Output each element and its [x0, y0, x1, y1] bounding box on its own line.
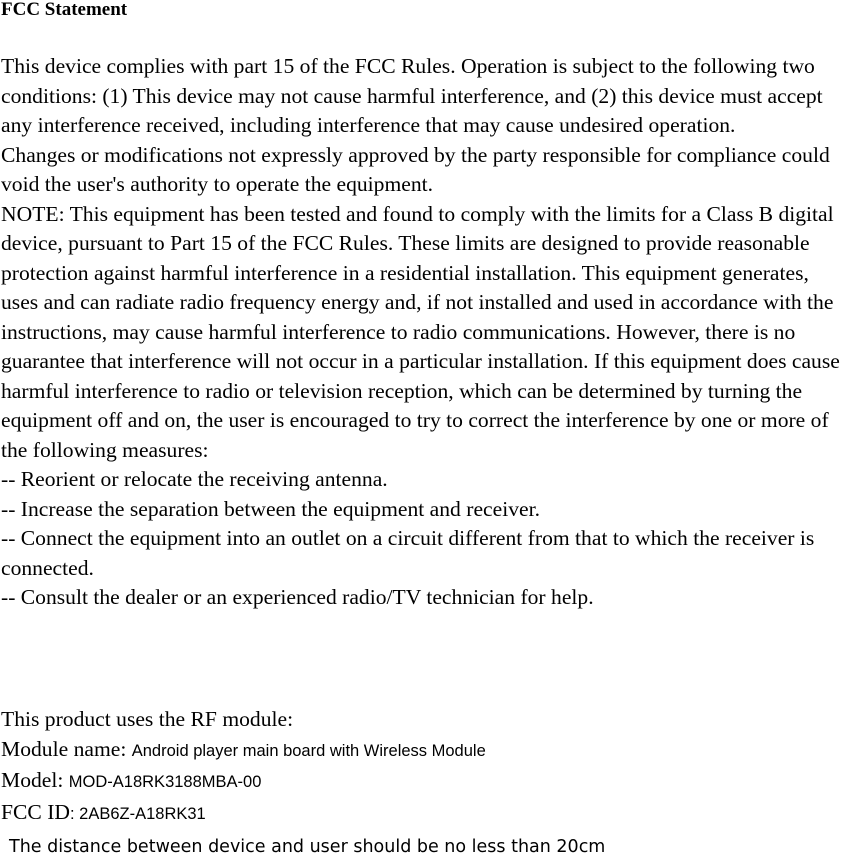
compliance-paragraph: This device complies with part 15 of the FCC Rules. Operation is subject to the following two conditions: (1) This device may not cause harmful interference, and (2) this device must accept any interference received, including interference that may cause undesired operation.: [1, 54, 823, 137]
measure-item: -- Connect the equipment into an outlet on a circuit different from that to which the receiver is connected.: [1, 526, 815, 580]
rf-intro: This product uses the RF module:: [1, 707, 294, 731]
fcc-id-value: : 2AB6Z-A18RK31: [70, 804, 206, 823]
fcc-id-line: [1, 798, 844, 830]
distance-note: The distance between device and user should be no less than 20cm: [9, 837, 606, 857]
note-paragraph: NOTE: This equipment has been tested and found to comply with the limits for a Class B digital device, pursuant to Part 15 of the FCC Rules. These limits are designed to provide reasonable protection against harmful interference in a residential installation. This equipment generates, uses and can radiate radio frequency energy and, if not installed and used in accordance with the instructions, may cause harmful interference to radio communications. However, there is no guarantee that interference will not occur in a particular installation. If this equipment does cause harmful interference to radio or television reception, which can be determined by turning the equipment off and on, the user is encouraged to try to correct the interference by one or more of the following measures:: [1, 201, 840, 462]
model-value: MOD-A18RK3188MBA-00: [68, 773, 262, 791]
rf-module-section: [1, 705, 844, 829]
statement-body: [1, 52, 844, 613]
modifications-paragraph: Changes or modifications not expressly approved by the party responsible for compliance could void the user's authority to operate the equipment.: [1, 142, 830, 196]
document-title: FCC Statement: [1, 0, 128, 20]
model-label: Model:: [1, 768, 64, 792]
module-name-line: [1, 735, 844, 767]
module-name-value: Android player main board with Wireless Module: [131, 741, 486, 760]
fcc-id-label: FCC ID: [1, 799, 70, 824]
model-line: [1, 766, 844, 798]
measure-item: -- Consult the dealer or an experienced radio/TV technician for help.: [1, 585, 594, 609]
module-name-label: Module name:: [1, 736, 127, 761]
measure-item: -- Reorient or relocate the receiving antenna.: [1, 467, 388, 491]
measure-item: -- Increase the separation between the equipment and receiver.: [1, 496, 540, 521]
